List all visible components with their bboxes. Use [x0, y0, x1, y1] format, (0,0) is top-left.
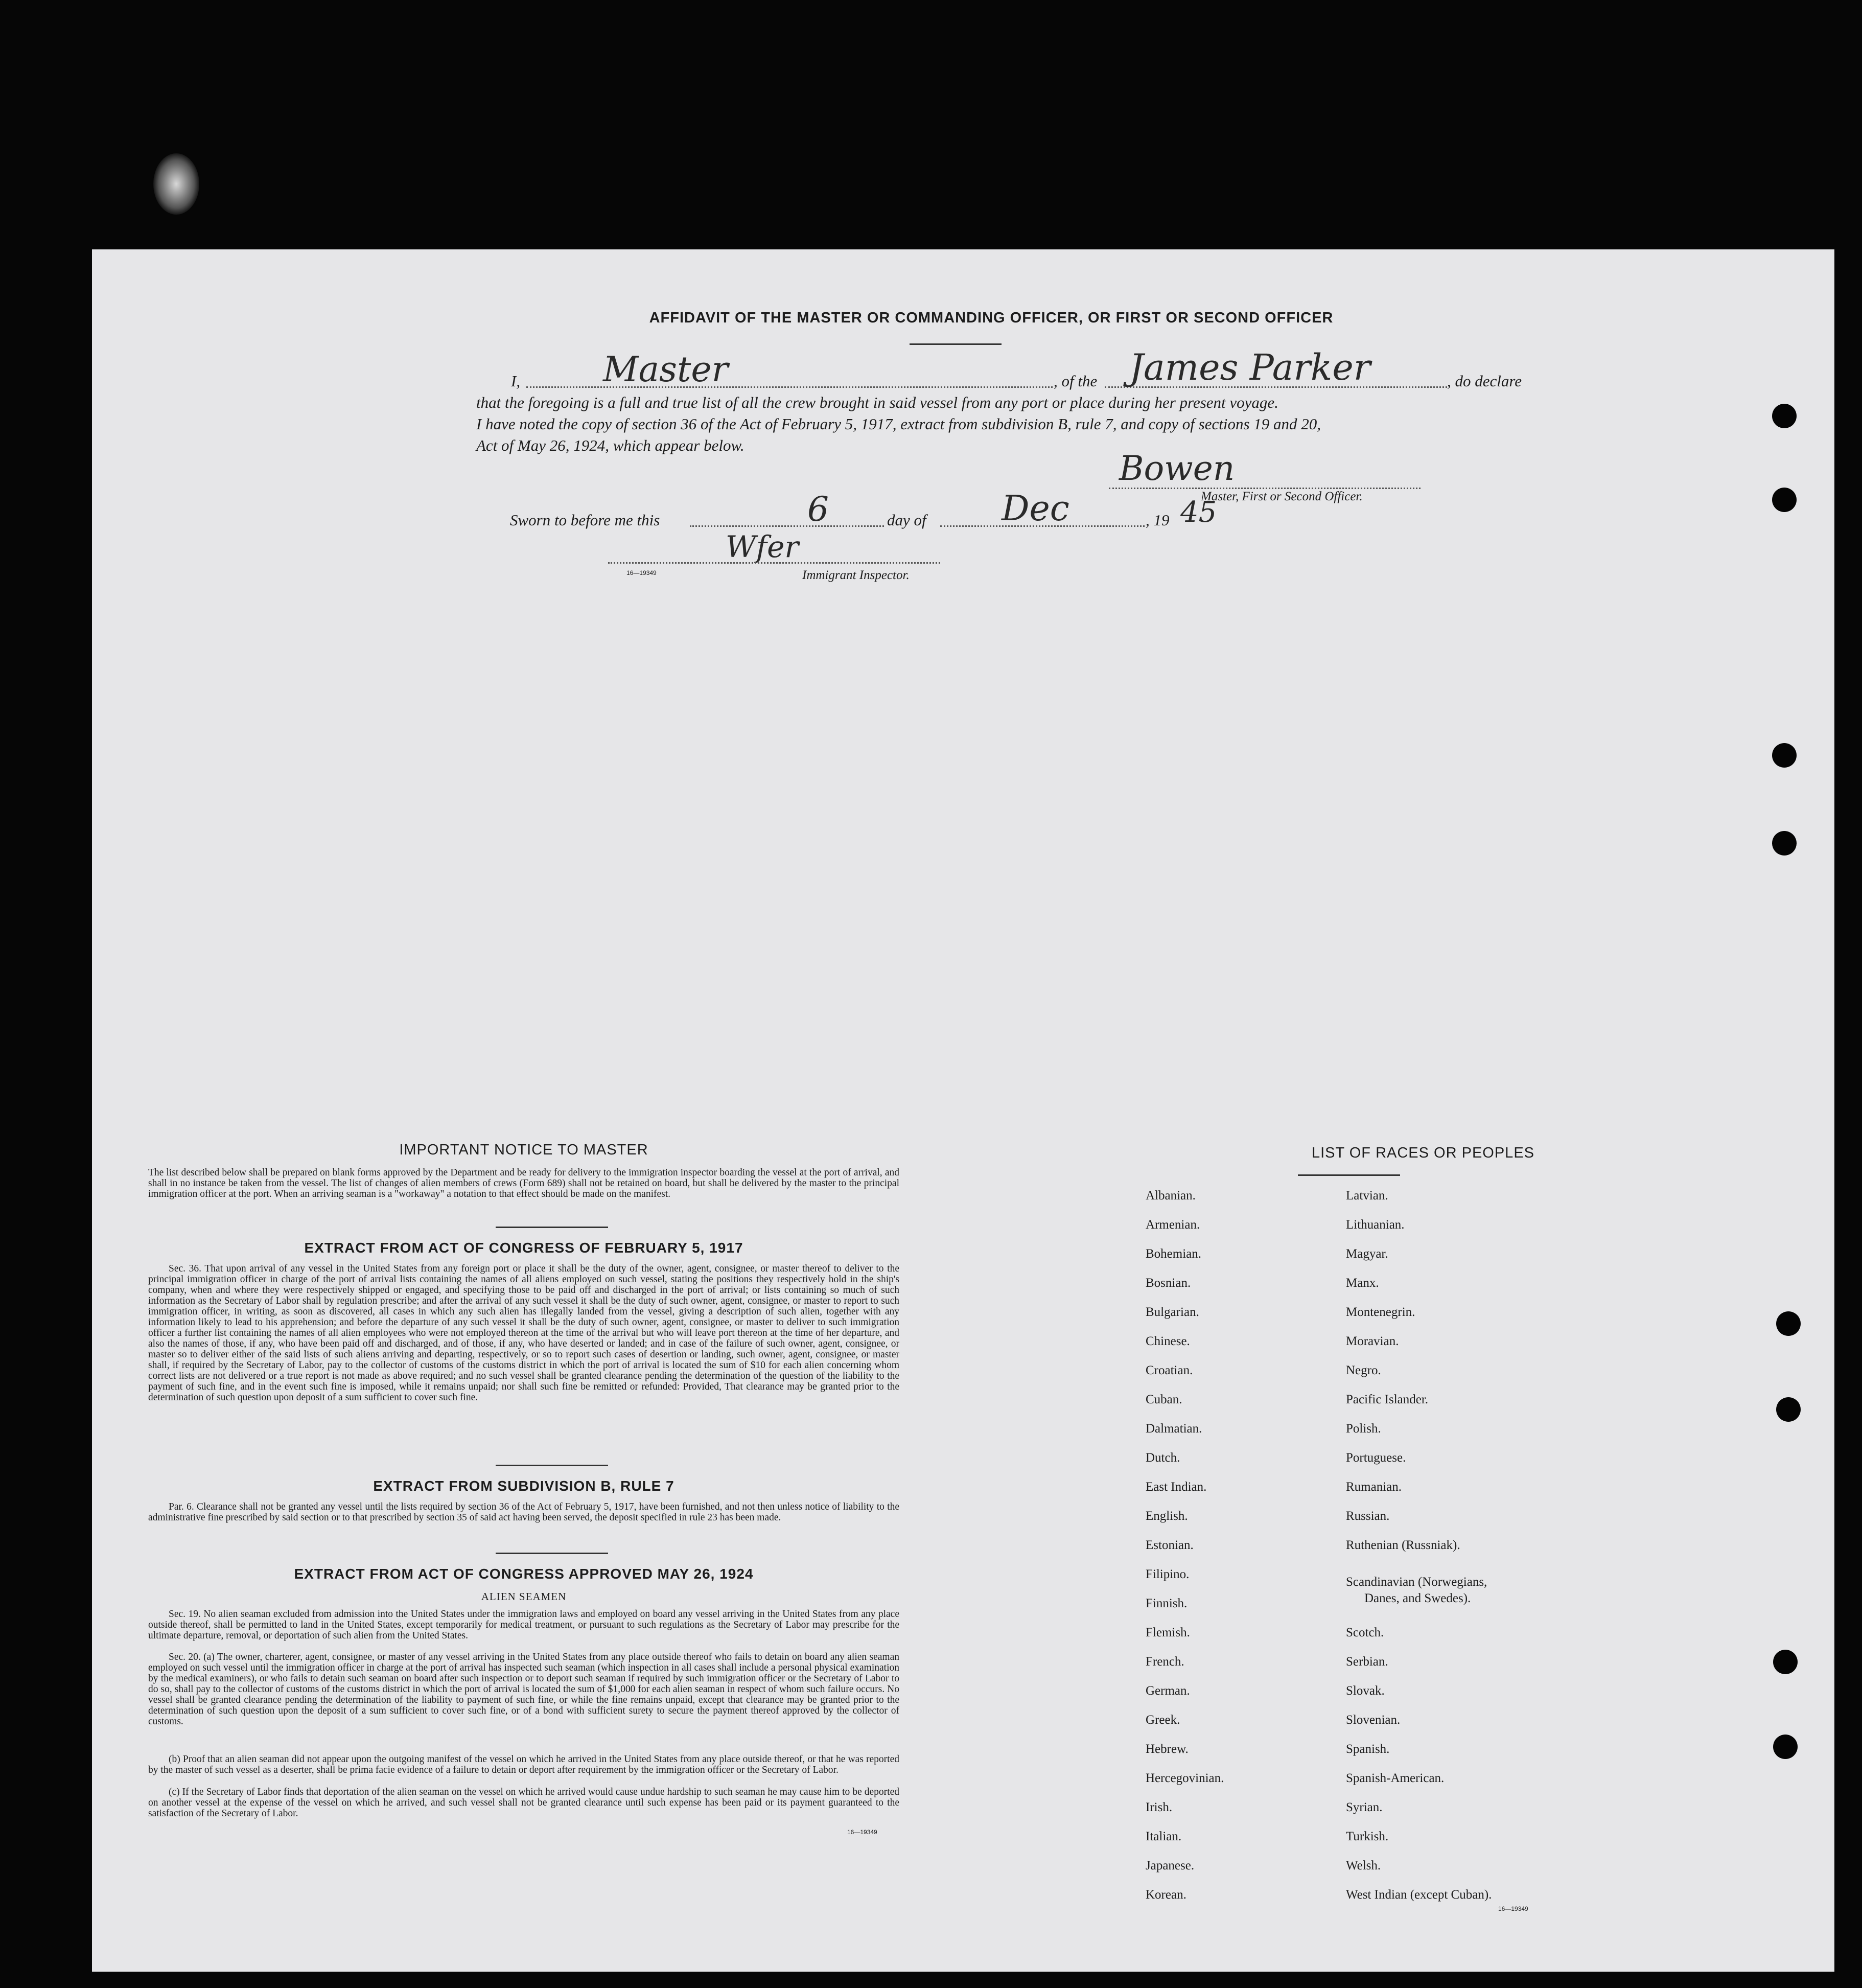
- race-item: Chinese.: [1146, 1334, 1190, 1348]
- race-item: Bulgarian.: [1146, 1305, 1199, 1319]
- sec-20b-text: (b) Proof that an alien seaman did not appear upon the outgoing manifest of the vessel on which he arrived in the United States from any place outside thereof, or that he was reported by the master of such vessel as a deserter, shall be prima facie evidence of a failure to detain or deport after requirement by the immigration officer or the Secretary of Labor.: [148, 1754, 899, 1775]
- race-item: Hebrew.: [1146, 1742, 1189, 1756]
- races-form-number: 16—19349: [1498, 1905, 1528, 1912]
- race-item: East Indian.: [1146, 1480, 1207, 1494]
- race-item: Filipino.: [1146, 1567, 1190, 1581]
- sworn-label: Sworn to before me this: [510, 511, 660, 529]
- extract-form-number: 16—19349: [847, 1829, 877, 1836]
- race-item: Armenian.: [1146, 1218, 1200, 1232]
- race-item: Serbian.: [1346, 1655, 1388, 1669]
- race-item: Bosnian.: [1146, 1276, 1191, 1290]
- affidavit-title: AFFIDAVIT OF THE MASTER OR COMMANDING OFFICER, OR FIRST OR SECOND OFFICER: [649, 310, 1334, 326]
- race-item: Croatian.: [1146, 1363, 1193, 1377]
- race-item: Dutch.: [1146, 1451, 1180, 1465]
- race-item: Russian.: [1346, 1509, 1390, 1523]
- race-item: Scotch.: [1346, 1626, 1384, 1639]
- race-item: English.: [1146, 1509, 1188, 1523]
- sec-20a-text: Sec. 20. (a) The owner, charterer, agent, consignee, or master of any vessel arriving in the United States from any place outside thereof who fails to detain on board any alien seaman employed on such vessel until the immigration officer in charge at the port of arrival has inspected such seaman (which inspection in all cases shall include a personal physical examination by the medical examiners), or who fails to detain such seaman on board after such inspection or to deport such seaman if required by such immigration officer or the Secretary of Labor to do so, shall pay to the collector of customs of the customs district in which the port of arrival is located the sum of $1,000 for each alien seaman in respect of whom such failure occurs. No vessel shall be granted clearance pending the determination of the liability to payment of such fine, or while the fine remains unpaid, except that clearance may be granted prior to the determination of such question upon the deposit of a sum sufficient to cover such fine, or of a bond with sufficient surety to secure the payment thereof approved by the collector of customs.: [148, 1652, 899, 1727]
- race-item: Negro.: [1346, 1363, 1381, 1377]
- do-declare-label: , do declare: [1447, 372, 1522, 390]
- race-item: Slovak.: [1346, 1684, 1385, 1698]
- race-item: Latvian.: [1346, 1189, 1388, 1203]
- race-item: Portuguese.: [1346, 1451, 1406, 1465]
- day-of-label: day of: [887, 511, 926, 529]
- race-item: Italian.: [1146, 1830, 1182, 1843]
- section-divider: [496, 1227, 608, 1228]
- race-item: Slovenian.: [1346, 1713, 1401, 1727]
- sec-20c-text: (c) If the Secretary of Labor finds that deportation of the alien seaman on the vessel on which he arrived would cause undue hardship to such seaman he may cause him to be deported on another vessel at the expense of the vessel on which he arrived, and such vessel shall not be granted clearance until such expense has been paid or its payment guaranteed to the satisfaction of the Secretary of Labor.: [148, 1787, 899, 1819]
- race-item: Rumanian.: [1346, 1480, 1402, 1494]
- affidavit-of-the-label: , of the: [1054, 372, 1098, 390]
- affidavit-form-number: 16—19349: [626, 569, 657, 576]
- year-handwritten: 45: [1180, 496, 1217, 529]
- scan-glare: [153, 153, 199, 215]
- race-item: Ruthenian (Russniak).: [1346, 1538, 1460, 1552]
- race-item: Pacific Islander.: [1346, 1393, 1429, 1406]
- race-item: Magyar.: [1346, 1247, 1388, 1261]
- notice-text: The list described below shall be prepared on blank forms approved by the Department and be ready for delivery to the immigration inspector boarding the vessel at the port of arrival, and shall in no instance be taken from the vessel. The list of changes of alien members of crews (Form 689) shall not be retained on board, but shall be delivered by the master to the principal immigration officer at the port. When an arriving seaman is a "workaway" a notation to that effect should be made on the manifest.: [148, 1167, 899, 1199]
- affidavit-line-4: Act of May 26, 1924, which appear below.: [476, 436, 744, 454]
- race-item: Danes, and Swedes).: [1364, 1591, 1471, 1605]
- race-item: Welsh.: [1346, 1859, 1381, 1873]
- punch-hole: [1773, 1735, 1798, 1759]
- punch-hole: [1772, 488, 1797, 512]
- punch-hole: [1776, 1397, 1801, 1422]
- section-divider: [496, 1465, 608, 1466]
- race-item: Lithuanian.: [1346, 1218, 1405, 1232]
- race-item: Spanish-American.: [1346, 1771, 1445, 1785]
- race-item: Cuban.: [1146, 1393, 1182, 1406]
- master-handwritten: Master: [603, 350, 729, 390]
- notice-title: IMPORTANT NOTICE TO MASTER: [399, 1142, 648, 1158]
- extract-1917-text: Sec. 36. That upon arrival of any vessel in the United States from any foreign port or place it shall be the duty of the owner, agent, consignee, or master thereof to deliver to the principal immigration officer in charge of the port of arrival lists containing the names of all aliens employed on such vessel, stating the positions they respectively hold in the ship's company, when and where they were respectively shipped or engaged, and specifying those to be paid off and discharged in the port of arrival; or lists containing so much of such information as the Secretary of Labor shall by regulation prescribe; and after the arrival of any such vessel it shall be the duty of such owner, agent, consignee, or master to report to such immigration officer, in writing, as soon as discovered, all cases in which any such alien has illegally landed from the vessel, giving a description of such alien, together with any information likely to lead to his apprehension; and before the departure of any such vessel it shall be the duty of such owner, agent, consignee, or master to deliver to such immigration officer a further list containing the names of all alien employees who were not employed thereon at the time of the arrival but who will leave port thereon at the time of her departure, and also the names of those, if any, who have been paid off and discharged, and of those, if any, who have deserted or landed; and in case of the failure of such owner, agent, consignee, or master so to deliver either of the said lists of such aliens arriving and departing, respectively, or so to report such cases of desertion or landing, such owner, agent, consignee, or master shall, if required by the Secretary of Labor, pay to the collector of customs of the customs district in which the port of arrival is located the sum of $10 for each alien concerning whom correct lists are not delivered or a true report is not made as above required; and no such vessel shall be granted clearance pending the determination of the question of the liability to the payment of such fine, and in the event such fine is imposed, while it remains unpaid; nor shall such fine be remitted or refunded: Provided, That clearance may be granted prior to the determination of such question upon deposit of a sum sufficient to cover such fine.: [148, 1263, 899, 1403]
- race-item: Finnish.: [1146, 1597, 1188, 1610]
- punch-hole: [1772, 404, 1797, 428]
- punch-hole: [1773, 1650, 1798, 1674]
- race-item: Montenegrin.: [1346, 1305, 1415, 1319]
- title-divider: [910, 343, 1002, 345]
- extract-1917-title: EXTRACT FROM ACT OF CONGRESS OF FEBRUARY 5, 1917: [304, 1240, 743, 1256]
- signature-caption: Master, First or Second Officer.: [1201, 490, 1363, 503]
- punch-hole: [1776, 1311, 1801, 1336]
- race-item: French.: [1146, 1655, 1184, 1669]
- race-item: Albanian.: [1146, 1189, 1196, 1203]
- races-title: LIST OF RACES OR PEOPLES: [1311, 1145, 1535, 1161]
- section-divider: [496, 1553, 608, 1554]
- race-item: Polish.: [1346, 1422, 1381, 1436]
- day-field-line: [690, 525, 884, 527]
- race-item: Japanese.: [1146, 1859, 1195, 1873]
- punch-hole: [1772, 831, 1797, 856]
- race-item: Bohemian.: [1146, 1247, 1202, 1261]
- affidavit-line-3: I have noted the copy of section 36 of the Act of February 5, 1917, extract from subdivision B, rule 7, and copy of sections 19 and 20,: [476, 415, 1321, 433]
- race-item: Manx.: [1346, 1276, 1379, 1290]
- inspector-signature: Wfer: [726, 529, 799, 564]
- inspector-caption: Immigrant Inspector.: [802, 568, 910, 582]
- affidavit-i-label: I,: [511, 372, 521, 390]
- day-handwritten: 6: [807, 490, 829, 529]
- vessel-handwritten: James Parker: [1129, 346, 1371, 388]
- race-item: Hercegovinian.: [1146, 1771, 1224, 1785]
- master-signature: Bowen: [1119, 449, 1235, 488]
- race-item: Scandinavian (Norwegians,: [1346, 1575, 1487, 1589]
- signature-line: [1109, 488, 1421, 489]
- race-item: Moravian.: [1346, 1334, 1399, 1348]
- inspector-line: [608, 562, 940, 564]
- race-item: Greek.: [1146, 1713, 1180, 1727]
- extract-1924-title: EXTRACT FROM ACT OF CONGRESS APPROVED MAY 26, 1924: [294, 1566, 754, 1582]
- race-item: German.: [1146, 1684, 1190, 1698]
- month-handwritten: Dec: [1002, 489, 1069, 529]
- race-item: Turkish.: [1346, 1830, 1389, 1843]
- race-item: Estonian.: [1146, 1538, 1194, 1552]
- race-item: Irish.: [1146, 1800, 1173, 1814]
- race-item: Dalmatian.: [1146, 1422, 1202, 1436]
- sec-19-text: Sec. 19. No alien seaman excluded from admission into the United States under the immigration laws and employed on board any vessel arriving in the United States from any place outside thereof, shall be permitted to land in the United States, except temporarily for medical treatment, or pursuant to such regulations as the Secretary of Labor may prescribe for the ultimate departure, removal, or deportation of such alien from the United States.: [148, 1609, 899, 1641]
- punch-hole: [1772, 743, 1797, 768]
- affidavit-line-2: that the foregoing is a full and true list of all the crew brought in said vessel from any port or place during her present voyage.: [476, 394, 1278, 411]
- race-item: Spanish.: [1346, 1742, 1390, 1756]
- races-divider: [1298, 1174, 1400, 1176]
- alien-seamen-subtitle: ALIEN SEAMEN: [481, 1590, 567, 1603]
- extract-rule7-text: Par. 6. Clearance shall not be granted any vessel until the lists required by section 36 of the Act of February 5, 1917, have been furnished, and not then unless notice of liability to the administrative fine prescribed by said section or to that prescribed by section 35 of said act having been served, the deposit specified in rule 23 has been made.: [148, 1501, 899, 1523]
- race-item: Syrian.: [1346, 1800, 1383, 1814]
- document-page: [92, 249, 1834, 1972]
- race-item: Korean.: [1146, 1888, 1186, 1902]
- race-item: West Indian (except Cuban).: [1346, 1888, 1492, 1902]
- extract-rule7-title: EXTRACT FROM SUBDIVISION B, RULE 7: [373, 1478, 674, 1494]
- year-prefix: , 19: [1146, 511, 1170, 529]
- race-item: Flemish.: [1146, 1626, 1190, 1639]
